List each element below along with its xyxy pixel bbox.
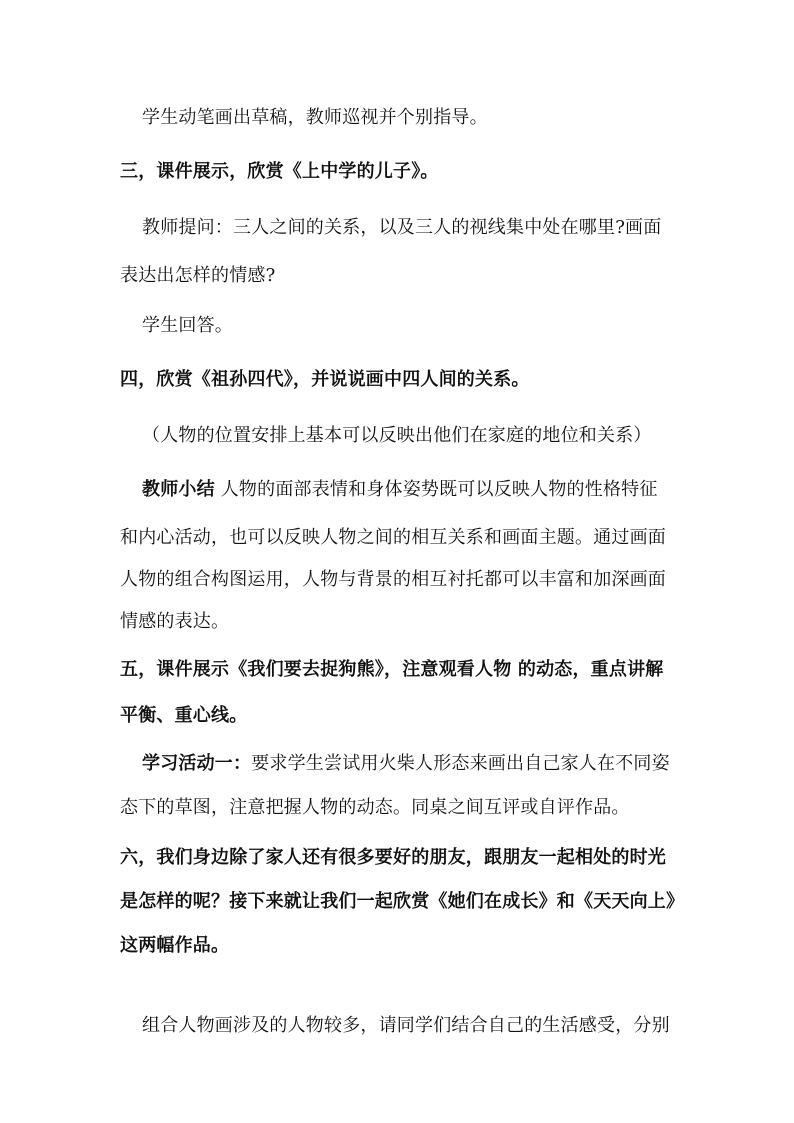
paragraph-line (142, 478, 702, 502)
paragraph-line: 情感的表达。 (120, 611, 230, 632)
summary-label: 教师小结 (142, 479, 215, 500)
section-heading: 四，欣赏《祖孙四代》，并说说画中四人间的关系。 (120, 369, 530, 390)
section-heading: 是怎样的呢？接下来就让我们一起欣赏《她们在成长》和《天天向上》 (120, 891, 685, 912)
paragraph-line: 表达出怎样的情感? (120, 265, 276, 286)
activity-text: 要求学生尝试用火柴人形态来画出自己家人在不同姿 (251, 753, 670, 774)
activity-label: 学习活动一： (142, 753, 252, 774)
paragraph-line: 学生动笔画出草稿，教师巡视并个别指导。 (142, 107, 488, 128)
summary-text: 人物的面部表情和身体姿势既可以反映人物的性格特征 (214, 479, 658, 500)
section-heading: 五，课件展示《我们要去捉狗熊》，注意观看人物 的动态，重点讲解 (120, 659, 664, 680)
paragraph-line (142, 752, 702, 776)
paragraph-line: 组合人物画涉及的人物较多，请同学们结合自己的生活感受，分别 (142, 1015, 670, 1036)
paragraph-line: 学生回答。 (142, 315, 233, 336)
paragraph-line: 态下的草图，注意把握人物的动态。同桌之间互评或自评作品。 (120, 797, 630, 818)
paragraph-line: 和内心活动，也可以反映人物之间的相互关系和画面主题。通过画面 (120, 527, 666, 548)
section-heading: 三，课件展示，欣赏《上中学的儿子》。 (120, 161, 439, 182)
section-heading: 六，我们身边除了家人还有很多要好的朋友，跟朋友一起相处的时光 (120, 847, 666, 868)
section-heading: 这两幅作品。 (120, 935, 230, 956)
paragraph-line: （人物的位置安排上基本可以反映出他们在家庭的地位和关系） (142, 425, 652, 446)
paragraph-line: 人物的组合构图运用，人物与背景的相互衬托都可以丰富和加深画面 (120, 569, 666, 590)
paragraph-line: 教师提问：三人之间的关系，以及三人的视线集中处在哪里?画面 (142, 217, 662, 238)
section-heading: 平衡、重心线。 (120, 705, 248, 726)
